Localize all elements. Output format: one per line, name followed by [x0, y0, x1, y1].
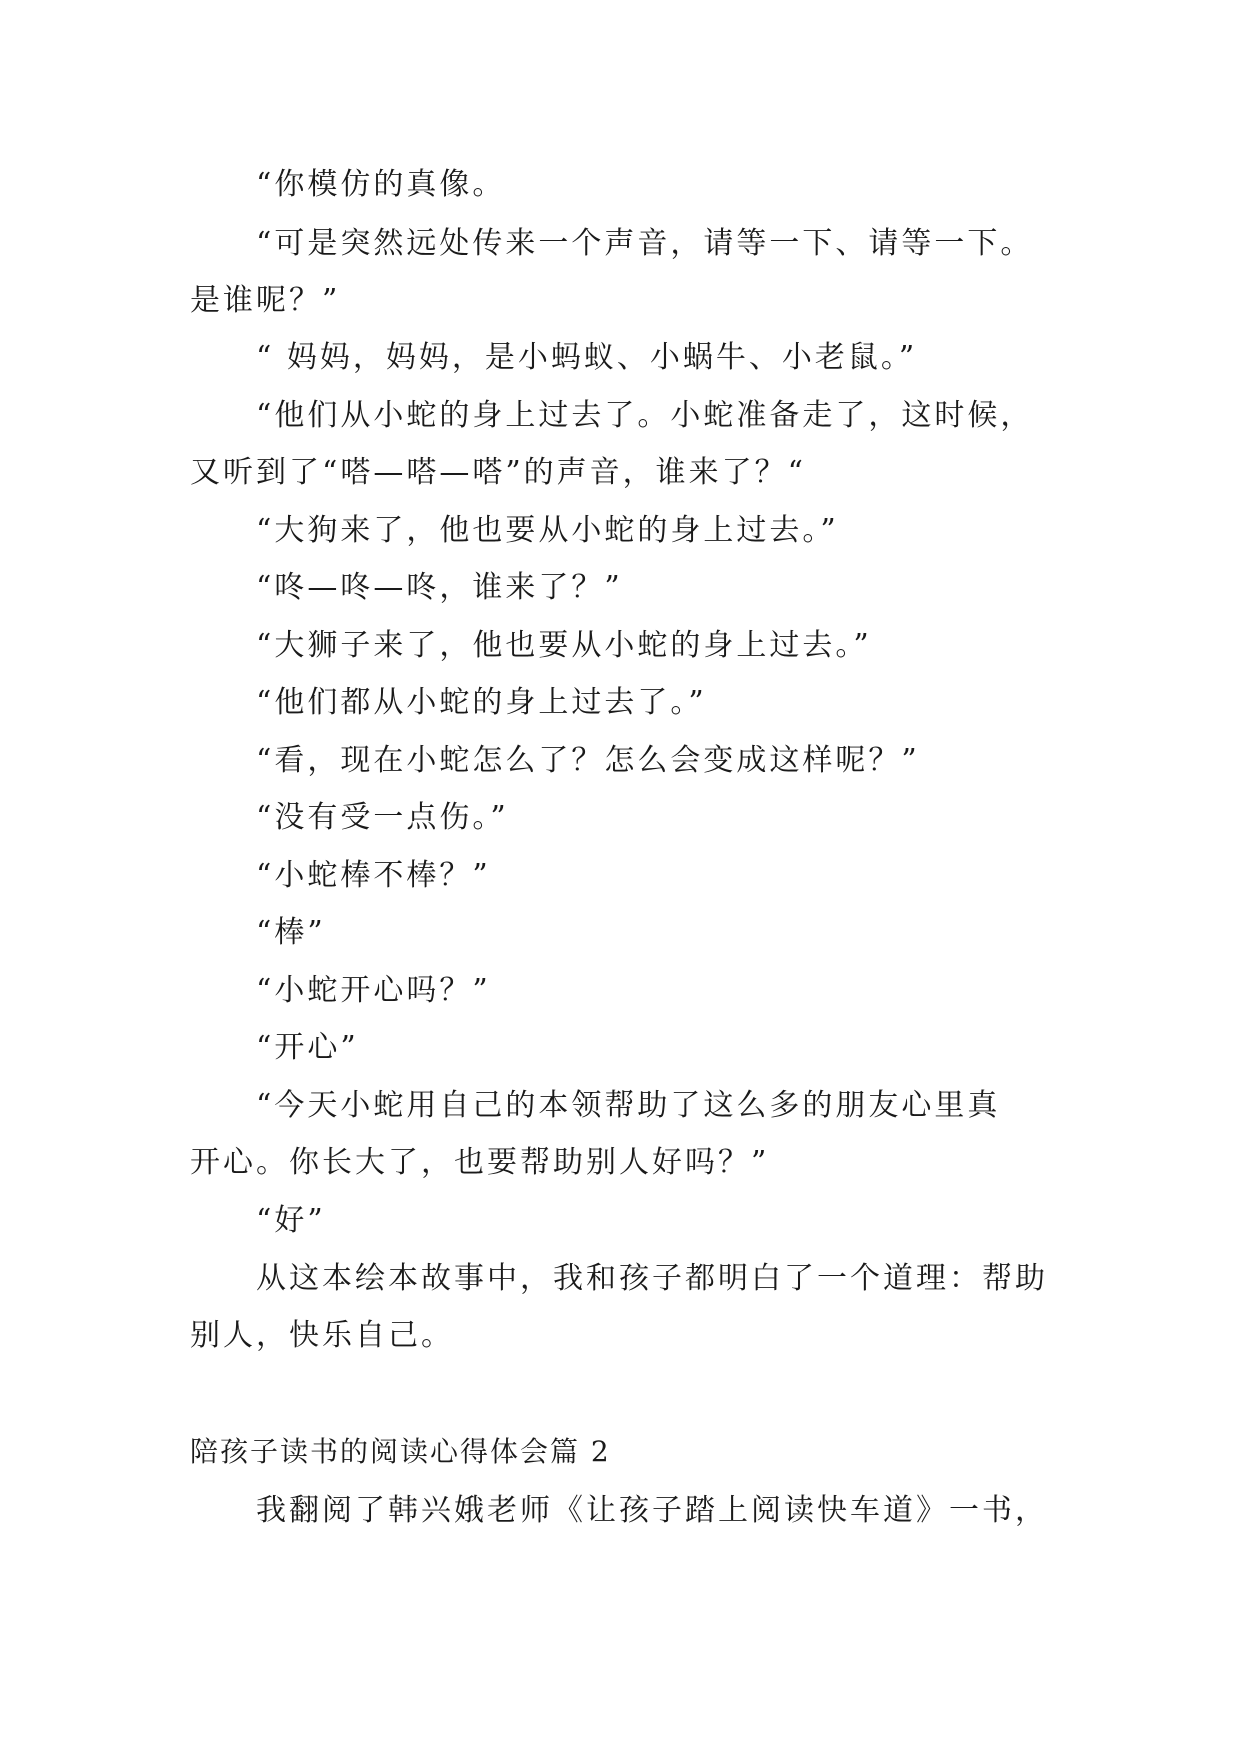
paragraph-line: “大狮子来了，他也要从小蛇的身上过去。” [256, 628, 872, 663]
paragraph-line: “好” [256, 1203, 326, 1238]
paragraph-line: 是谁呢？” [190, 283, 341, 318]
paragraph-line: “棒” [256, 915, 326, 950]
paragraph-line: “今天小蛇用自己的本领帮助了这么多的朋友心里真 [256, 1088, 1001, 1123]
paragraph-line: 从这本绘本故事中，我和孩子都明白了一个道理：帮助 [256, 1261, 1048, 1296]
paragraph-line: “ 妈妈，妈妈，是小蚂蚁、小蜗牛、小老鼠。” [256, 340, 918, 375]
paragraph-line: “他们从小蛇的身上过去了。小蛇准备走了，这时候， [256, 398, 1034, 433]
paragraph-line: 我翻阅了韩兴娥老师《让孩子踏上阅读快车道》一书， [256, 1493, 1048, 1528]
paragraph-line: “看，现在小蛇怎么了？怎么会变成这样呢？” [256, 743, 920, 778]
section-title: 陪孩子读书的阅读心得体会篇 2 [190, 1435, 611, 1468]
paragraph-line: 开心。你长大了，也要帮助别人好吗？” [190, 1145, 770, 1180]
paragraph-line: “咚—咚—咚，谁来了？” [256, 570, 623, 605]
paragraph-line: “没有受一点伤。” [256, 800, 509, 835]
paragraph-line: “开心” [256, 1030, 359, 1065]
paragraph-line: 别人，快乐自己。 [190, 1318, 454, 1353]
paragraph-line: “他们都从小蛇的身上过去了。” [256, 685, 707, 720]
paragraph-line: “你模仿的真像。 [256, 167, 506, 202]
paragraph-line: 又听到了“嗒—嗒—嗒”的声音，谁来了？“ [190, 455, 807, 490]
paragraph-line: “小蛇棒不棒？” [256, 858, 491, 893]
paragraph-line: “大狗来了，他也要从小蛇的身上过去。” [256, 513, 839, 548]
paragraph-line: “可是突然远处传来一个声音，请等一下、请等一下。 [256, 226, 1034, 261]
paragraph-line: “小蛇开心吗？” [256, 973, 491, 1008]
